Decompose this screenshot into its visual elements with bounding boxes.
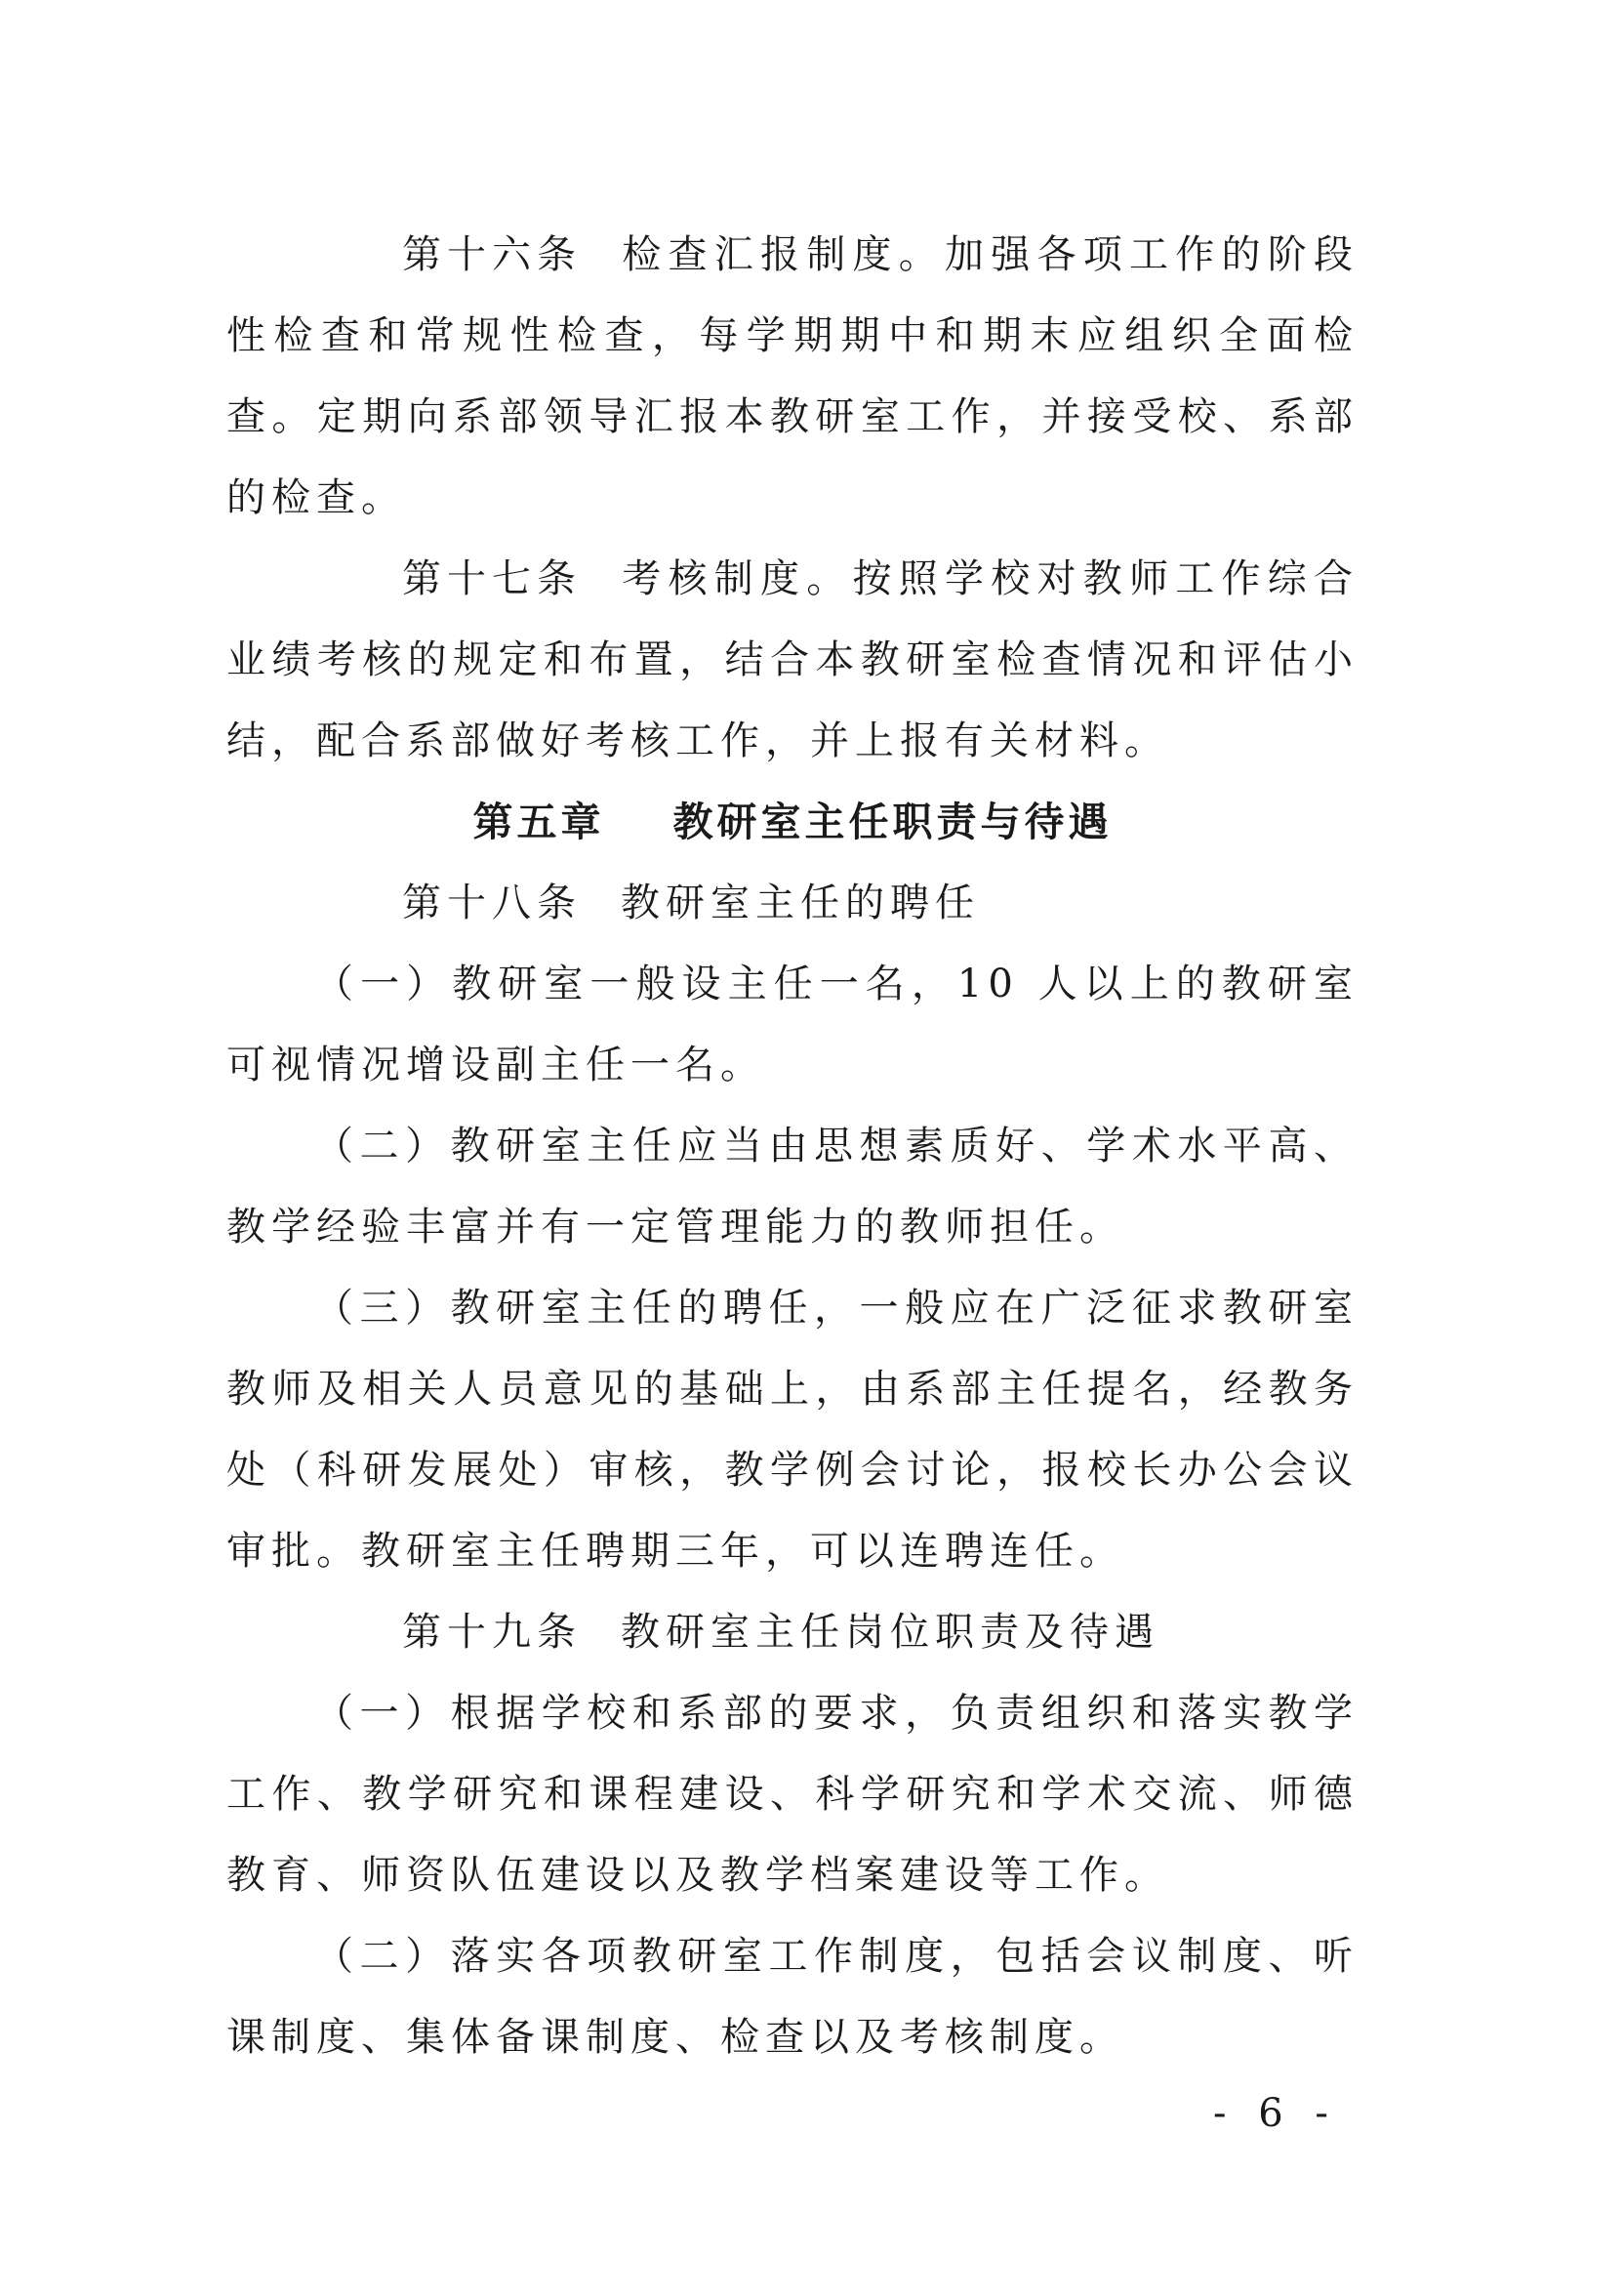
article-19-item-1: （一）根据学校和系部的要求，负责组织和落实教学工作、教学研究和课程建设、科学研究和学术交流、师德教育、师资队伍建设以及教学档案建设等工作。 xyxy=(226,1691,1359,1898)
article-17-text: 考核制度。按照学校对教师工作综合业绩考核的规定和布置，结合本教研室检查情况和评估小结，配合系部做好考核工作，并上报有关材料。 xyxy=(226,556,1359,763)
article-18-label: 第十八条 xyxy=(402,881,582,925)
chapter-number: 第五章 xyxy=(472,799,605,845)
article-18-title: 教研室主任的聘任 xyxy=(621,881,980,925)
article-19-title: 教研室主任岗位职责及待遇 xyxy=(621,1610,1159,1655)
article-18-item-1: （一）教研室一般设主任一名，10 人以上的教研室可视情况增设副主任一名。 xyxy=(226,962,1359,1087)
article-16-text: 检查汇报制度。加强各项工作的阶段性检查和常规性检查，每学期期中和期末应组织全面检查。定期向系部领导汇报本教研室工作，并接受校、系部的检查。 xyxy=(226,232,1359,520)
article-18-item-3: （三）教研室主任的聘任，一般应在广泛征求教研室教师及相关人员意见的基础上，由系部主任提名，经教务处（科研发展处）审核，教学例会讨论，报校长办公会议审批。教研室主任聘期三年，可以连聘连任。 xyxy=(226,1286,1359,1574)
article-19-heading xyxy=(226,1592,1359,1673)
article-16 xyxy=(226,215,1359,539)
article-17 xyxy=(226,539,1359,782)
document-body xyxy=(226,215,1359,2078)
article-16-label: 第十六条 xyxy=(402,232,582,277)
article-19-item-2: （二）落实各项教研室工作制度，包括会议制度、听课制度、集体备课制度、检查以及考核制度。 xyxy=(226,1934,1359,2060)
article-19-label: 第十九条 xyxy=(402,1610,582,1655)
chapter-title: 教研室主任职责与待遇 xyxy=(672,799,1113,845)
article-18-heading xyxy=(226,863,1359,944)
article-17-label: 第十七条 xyxy=(402,556,582,601)
chapter-heading xyxy=(226,782,1359,863)
article-18-item-2: （二）教研室主任应当由思想素质好、学术水平高、教学经验丰富并有一定管理能力的教师担任。 xyxy=(226,1124,1359,1250)
page-number: - 6 - xyxy=(1213,2091,1338,2136)
